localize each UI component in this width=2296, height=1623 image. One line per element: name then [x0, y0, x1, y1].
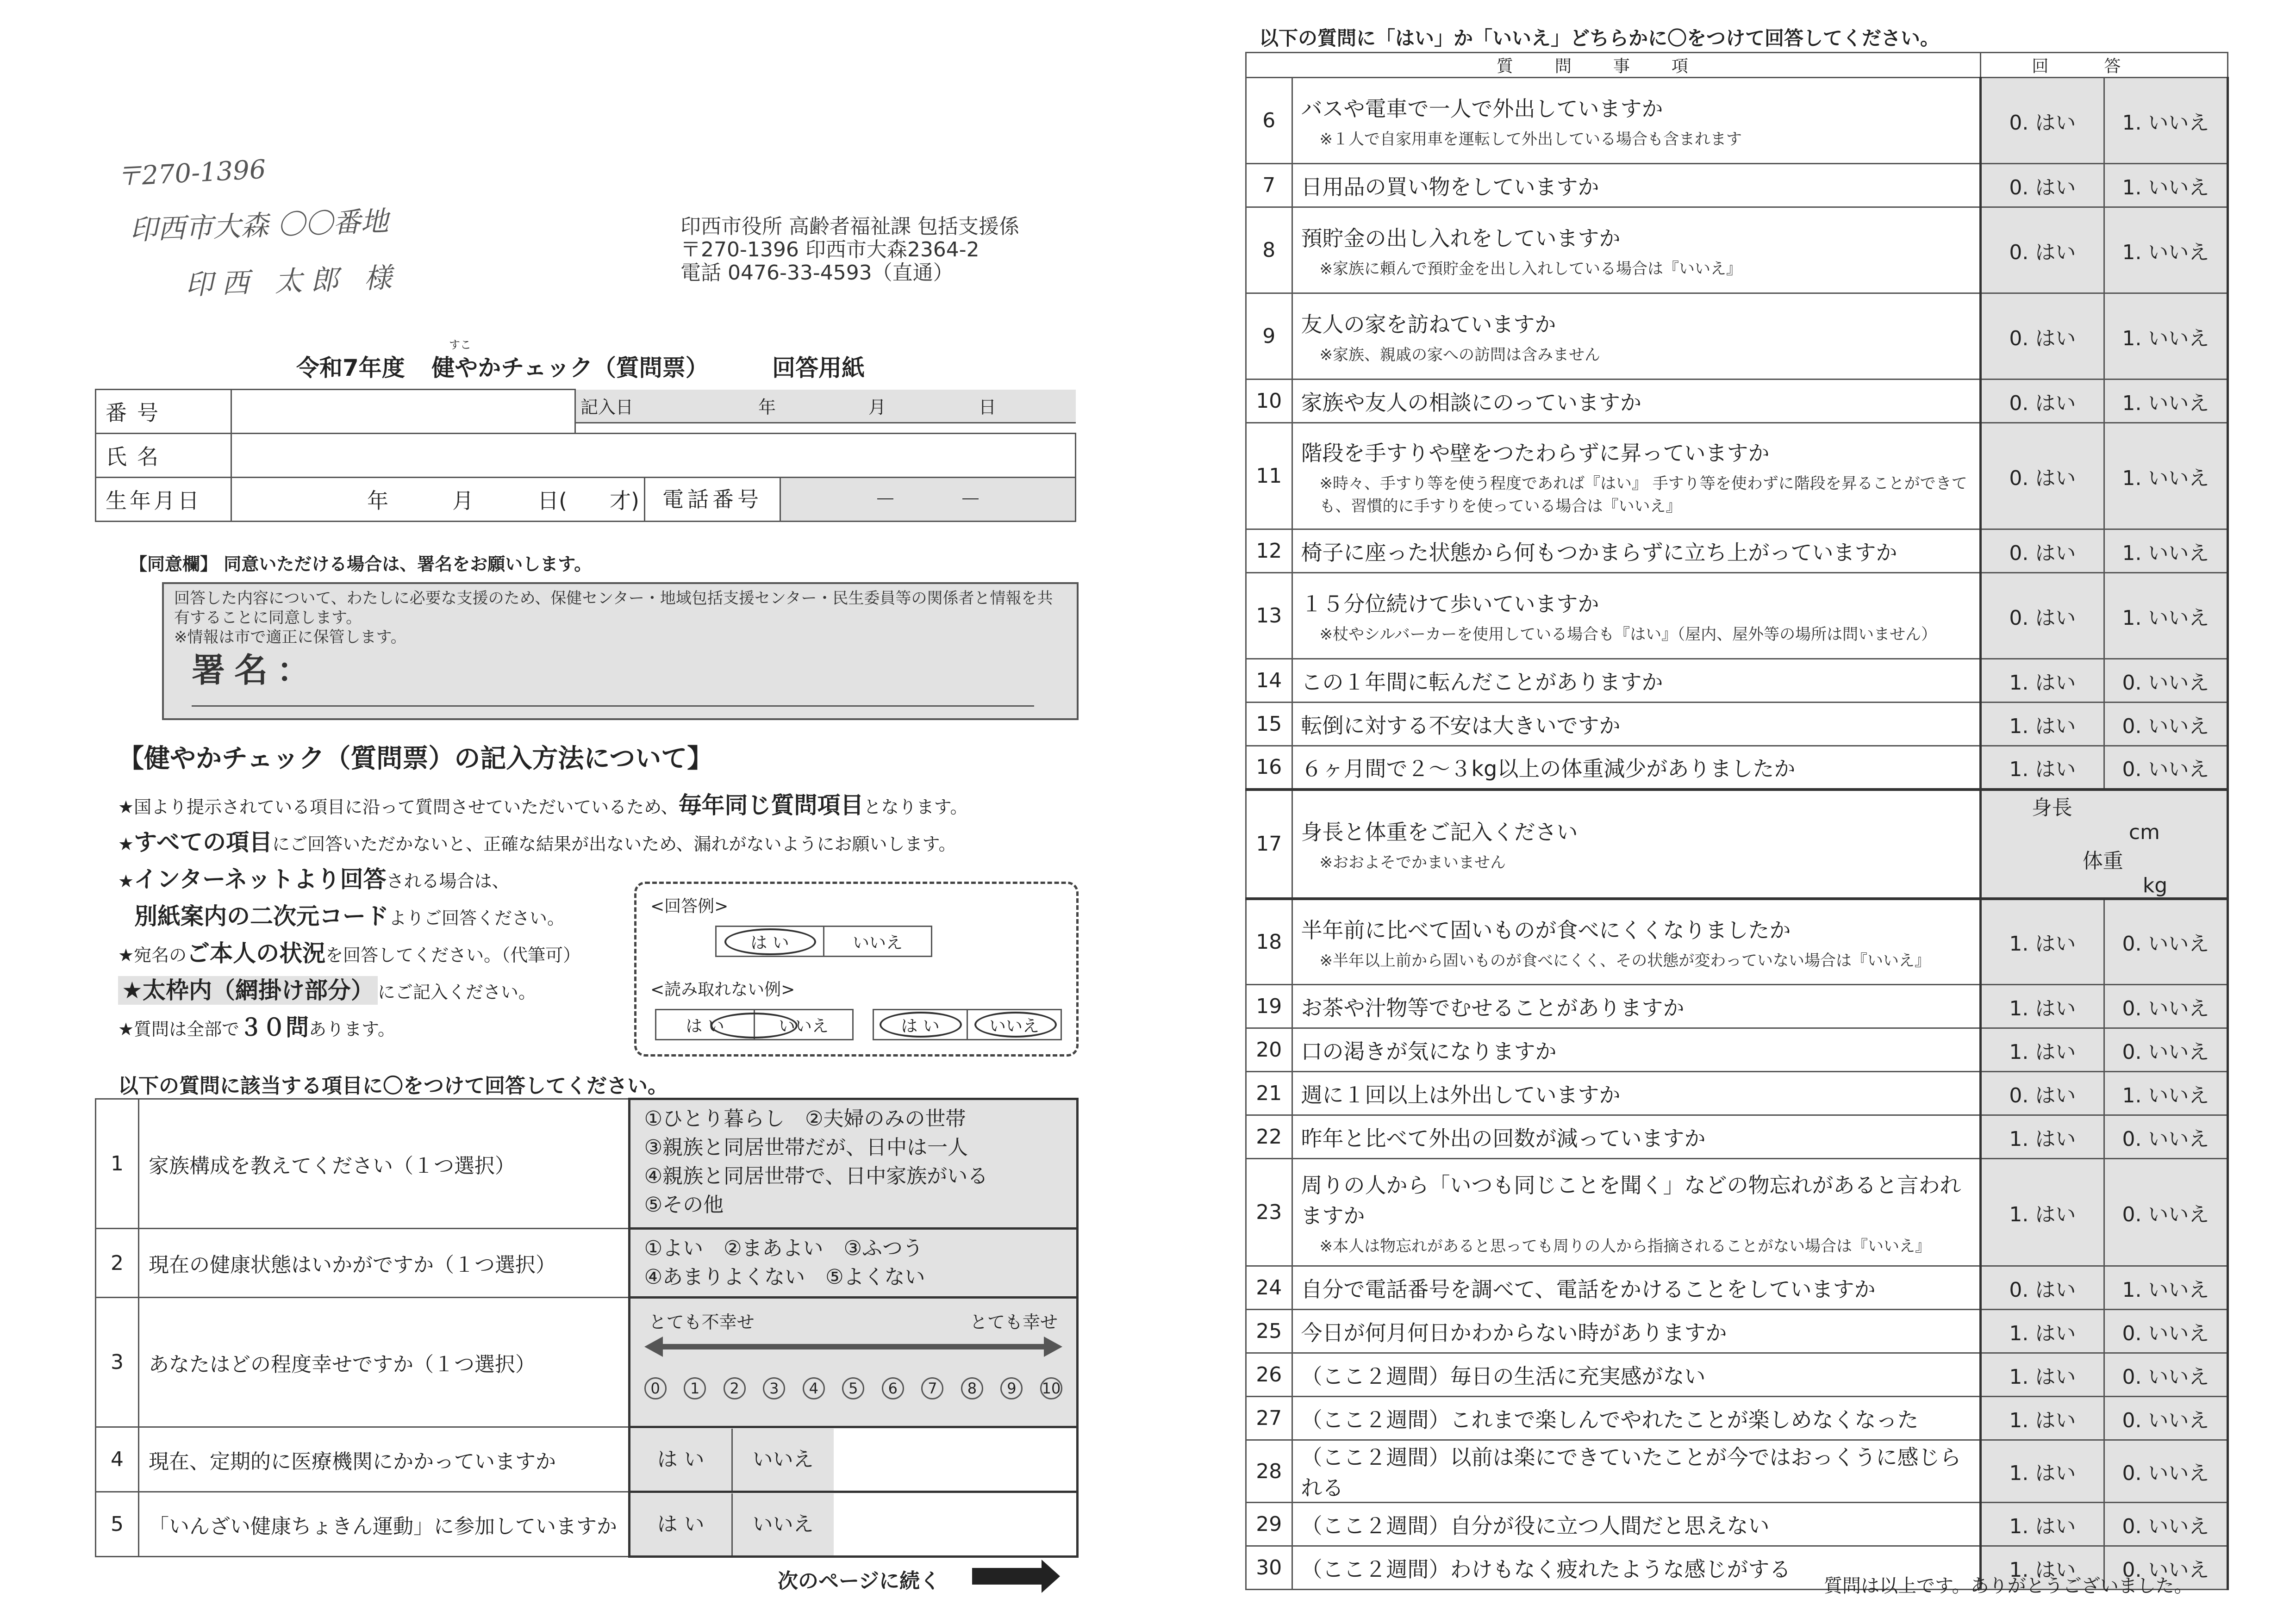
answer-no[interactable]: いいえ — [731, 1429, 834, 1491]
question-text: １５分位続けて歩いていますか — [1301, 591, 1599, 616]
signature-line[interactable] — [192, 705, 1034, 707]
answer-no[interactable]: 0. いいえ — [2104, 1028, 2227, 1072]
scale-arrow — [654, 1344, 1053, 1349]
option-line[interactable]: ①ひとり暮らし ②夫婦のみの世帯 — [644, 1107, 966, 1131]
health-options[interactable] — [629, 1229, 1077, 1298]
question-number: 25 — [1246, 1310, 1292, 1353]
question-number: 10 — [1246, 379, 1292, 423]
question-text: （ここ２週間）これまで楽しんでやれたことが楽しめなくなった — [1301, 1407, 1919, 1432]
scale-option[interactable]: 10 — [1040, 1377, 1062, 1399]
scale-option[interactable]: 6 — [882, 1377, 904, 1399]
signature-label: 署名： — [192, 651, 320, 690]
example-label: <回答例> — [650, 897, 729, 916]
question-row — [1246, 1440, 2228, 1503]
question-text: 「いんざい健康ちょきん運動」に参加していますか — [139, 1492, 630, 1557]
consent-header: 【同意欄】 同意いただける場合は、署名をお願いします。 — [130, 554, 592, 574]
question-row — [96, 1099, 1078, 1229]
option-line[interactable]: ⑤その他 — [644, 1193, 724, 1217]
answer-no[interactable]: 1. いいえ — [2104, 207, 2227, 293]
question-row — [1246, 790, 2228, 899]
answer-yes[interactable]: 1. はい — [1980, 659, 2104, 703]
howto-line-2: ★すべての項目にご回答いただかないと、正確な結果が出ないため、漏れがないようにお願いします。 — [118, 829, 956, 856]
title-sheet: 回答用紙 — [772, 354, 865, 381]
question-number: 27 — [1246, 1397, 1292, 1440]
answer-yes[interactable]: 1. はい — [1980, 1397, 2104, 1440]
example-no: いいえ — [823, 926, 932, 957]
howto-line-6: ★太枠内（網掛け部分） にご記入ください。 — [118, 972, 536, 1005]
answer-yes[interactable]: 0. はい — [1980, 379, 2104, 423]
answer-yes[interactable]: 0. はい — [1980, 207, 2104, 293]
question-row — [1246, 1397, 2228, 1440]
arrow-right-icon — [972, 1568, 1042, 1585]
question-number: 7 — [1246, 164, 1292, 207]
question-text: （ここ２週間）毎日の生活に充実感がない — [1301, 1363, 1706, 1389]
table-header — [1246, 53, 2228, 78]
howto-line-4: 別紙案内の二次元コードよりご回答ください。 — [134, 903, 565, 930]
question-text: あなたはどの程度幸せですか（１つ選択） — [139, 1298, 630, 1427]
answer-no[interactable]: 0. いいえ — [2104, 1159, 2227, 1266]
answer-no[interactable]: 1. いいえ — [2104, 293, 2227, 379]
unreadable-circle — [711, 1013, 798, 1038]
question-text: 週に１回以上は外出していますか — [1301, 1082, 1621, 1107]
unreadable2-circle-yes — [880, 1012, 962, 1038]
unreadable-yes: は い — [655, 1009, 755, 1040]
question-text: 現在の健康状態はいかがですか（１つ選択） — [139, 1229, 630, 1298]
question-text: 家族構成を教えてください（１つ選択） — [139, 1099, 630, 1229]
scale-option[interactable]: 9 — [1000, 1377, 1023, 1399]
phone-label: 電話番号 — [644, 478, 780, 521]
question-row — [1246, 1266, 2228, 1310]
office-phone: 電話 0476-33-4593（直通） — [680, 261, 954, 285]
question-row — [1246, 1353, 2228, 1397]
answer-no[interactable]: 1. いいえ — [2104, 529, 2227, 573]
closing-message: 質問は以上です。ありがとうございました。 — [1824, 1575, 2193, 1597]
question-row — [1246, 78, 2228, 164]
answer-yes[interactable]: 0. はい — [1980, 423, 2104, 529]
answer-no[interactable]: 0. いいえ — [2104, 1546, 2227, 1590]
scale-option[interactable]: 1 — [684, 1377, 706, 1399]
answer-no[interactable]: 1. いいえ — [2104, 423, 2227, 529]
unreadable-label: <読み取れない例> — [650, 980, 795, 999]
scale-option[interactable]: 7 — [921, 1377, 943, 1399]
header-answer: 回答 — [1980, 53, 2227, 78]
howto-line-7: ★質問は全部で３０問あります。 — [118, 1014, 396, 1041]
question-row — [1246, 573, 2228, 659]
consent-box[interactable] — [162, 582, 1079, 720]
answer-yes[interactable]: は い — [630, 1429, 731, 1491]
question-number: 23 — [1246, 1159, 1292, 1266]
answer-yes[interactable]: 1. はい — [1980, 1310, 2104, 1353]
question-text: この１年間に転んだことがありますか — [1301, 669, 1663, 695]
question-text: バスや電車で一人で外出していますか — [1301, 96, 1663, 121]
question-number: 20 — [1246, 1028, 1292, 1072]
unreadable2-no: いいえ — [967, 1009, 1062, 1040]
answer-no[interactable]: いいえ — [731, 1493, 834, 1555]
answer-yes[interactable]: 0. はい — [1980, 573, 2104, 659]
question-note: ※半年以上前から固いものが食べにくく、その状態が変わっていない場合は『いいえ』 — [1319, 951, 1930, 970]
question-text: 椅子に座った状態から何もつかまらずに立ち上がっていますか — [1301, 540, 1897, 565]
question-cell — [1292, 529, 1980, 573]
question-text: 転倒に対する不安は大きいですか — [1301, 713, 1621, 738]
question-row — [1246, 1159, 2228, 1266]
answer-yes[interactable]: は い — [630, 1493, 731, 1555]
question-note: ※本人は物忘れがあると思っても周りの人から指摘されることがない場合は『いいえ』 — [1319, 1237, 1931, 1256]
question-text: 今日が何月何日かわからない時がありますか — [1301, 1320, 1727, 1345]
question-cell — [1292, 1310, 1980, 1353]
answer-no[interactable]: 0. いいえ — [2104, 1503, 2227, 1546]
question-cell — [1292, 1266, 1980, 1310]
address-name: 印西 太郎 様 — [185, 261, 401, 302]
answer-yes[interactable]: 1. はい — [1980, 1028, 2104, 1072]
question-note: ※時々、手すり等を使う程度であれば『はい』 手すり等を使わずに階段を昇ることができても、習慣的に手すりを使っている場合は『いいえ』 — [1319, 474, 1967, 516]
answer-no[interactable]: 1. いいえ — [2104, 379, 2227, 423]
scale-option[interactable]: 3 — [763, 1377, 785, 1399]
answer-no[interactable]: 0. いいえ — [2104, 659, 2227, 703]
option-line[interactable]: ③親族と同居世帯だが、日中は一人 — [644, 1136, 968, 1159]
phone-field[interactable]: － － — [780, 478, 1075, 521]
answer-no[interactable]: 0. いいえ — [2104, 1440, 2227, 1503]
question-number: 26 — [1246, 1353, 1292, 1397]
answer-yes[interactable]: 1. はい — [1980, 703, 2104, 746]
height-weight-field[interactable] — [1980, 790, 2227, 899]
question-number: 13 — [1246, 573, 1292, 659]
answer-yes[interactable]: 1. はい — [1980, 1159, 2104, 1266]
question-cell — [1292, 207, 1980, 293]
question-row — [1246, 207, 2228, 293]
howto-line-3: ★インターネットより回答される場合は、 — [118, 866, 510, 893]
question-cell — [1292, 1353, 1980, 1397]
answer-no[interactable]: 0. いいえ — [2104, 1310, 2227, 1353]
question-row — [1246, 1310, 2228, 1353]
question-row — [1246, 1072, 2228, 1115]
question-number: 2 — [96, 1229, 139, 1298]
answer-yes[interactable]: 0. はい — [1980, 164, 2104, 207]
answer-yes[interactable]: 1. はい — [1980, 899, 2104, 985]
answer-yes[interactable]: 0. はい — [1980, 293, 2104, 379]
question-cell — [1292, 293, 1980, 379]
answer-yes[interactable]: 1. はい — [1980, 1503, 2104, 1546]
info-table — [95, 389, 1076, 522]
consent-text: 回答した内容について、わたしに必要な支援のため、保健センター・地域包括支援センター・民生委員等の関係者と情報を共有することに同意します。 — [174, 589, 1053, 627]
unreadable-no: いいえ — [754, 1009, 854, 1040]
answer-yes[interactable]: 1. はい — [1980, 985, 2104, 1028]
question-text: （ここ２週間）以前は楽にできていたことが今ではおっくうに感じられる — [1301, 1445, 1961, 1500]
question-row — [1246, 1028, 2228, 1072]
scale-option[interactable]: 4 — [803, 1377, 825, 1399]
question-number: 6 — [1246, 78, 1292, 164]
question-number: 18 — [1246, 899, 1292, 985]
question-number: 28 — [1246, 1440, 1292, 1503]
question-text: 口の渇きが気になりますか — [1301, 1038, 1557, 1064]
question-text: 半年前に比べて固いものが食べにくくなりましたか — [1301, 917, 1791, 943]
question-text: 周りの人から「いつも同じことを聞く」などの物忘れがあると言われますか — [1301, 1173, 1961, 1228]
question-row — [96, 1492, 1078, 1557]
question-note: ※１人で自家用車を運転して外出している場合も含まれます — [1319, 130, 1742, 149]
question-number: 22 — [1246, 1115, 1292, 1159]
question-number: 1 — [96, 1099, 139, 1229]
answer-yes[interactable]: 1. はい — [1980, 1546, 2104, 1590]
unreadable2-yes: は い — [873, 1009, 968, 1040]
question-row — [1246, 985, 2228, 1028]
question-text: 預貯金の出し入れをしていますか — [1301, 226, 1621, 251]
question-cell — [1292, 985, 1980, 1028]
question-text: お茶や汁物等でむせることがありますか — [1301, 995, 1685, 1020]
title-year: 令和7年度 — [296, 354, 405, 381]
question-row — [1246, 423, 2228, 529]
answer-no[interactable]: 0. いいえ — [2104, 985, 2227, 1028]
question-row — [1246, 379, 2228, 423]
answer-no[interactable]: 0. いいえ — [2104, 1353, 2227, 1397]
scale-option[interactable]: 8 — [961, 1377, 983, 1399]
scale-numbers — [644, 1377, 1062, 1399]
question-number: 4 — [96, 1427, 139, 1492]
answer-no[interactable]: 1. いいえ — [2104, 1266, 2227, 1310]
question-cell — [1292, 1397, 1980, 1440]
question-cell — [1292, 1440, 1980, 1503]
address-street: 印西市大森 〇〇番地 — [129, 205, 389, 247]
answer-yes[interactable]: 0. はい — [1980, 529, 2104, 573]
question-number: 8 — [1246, 207, 1292, 293]
question-cell — [1292, 164, 1980, 207]
height-label: 身長 — [2031, 796, 2072, 820]
question-text: 自分で電話番号を調べて、電話をかけることをしていますか — [1301, 1276, 1876, 1302]
title-main: 健やかチェック（質問票） — [431, 354, 709, 381]
scale-high-label: とても幸せ — [969, 1312, 1058, 1332]
option-line[interactable]: ①よい ②まあよい ③ふつう — [644, 1237, 923, 1260]
answer-no[interactable]: 1. いいえ — [2104, 573, 2227, 659]
answer-no[interactable]: 0. いいえ — [2104, 746, 2227, 790]
entry-date-year: 年 — [758, 397, 776, 417]
question-cell — [1292, 1028, 1980, 1072]
question-cell — [1292, 790, 1980, 899]
question-cell — [1292, 1115, 1980, 1159]
consent-note: ※情報は市で適正に保管します。 — [174, 628, 406, 647]
question-number: 24 — [1246, 1266, 1292, 1310]
height-unit: cm — [2128, 820, 2160, 844]
answer-yes[interactable]: 1. はい — [1980, 746, 2104, 790]
right-question-table — [1245, 52, 2229, 1590]
weight-label: 体重 — [2082, 849, 2123, 873]
question-row — [1246, 703, 2228, 746]
question-cell — [1292, 78, 1980, 164]
entry-date-month: 月 — [868, 397, 886, 417]
answer-no[interactable]: 0. いいえ — [2104, 703, 2227, 746]
question-cell — [1292, 703, 1980, 746]
entry-date-field[interactable] — [576, 390, 1076, 423]
right-instruction: 以下の質問に「はい」か「いいえ」どちらかに〇をつけて回答してください。 — [1259, 27, 1940, 50]
answer-yes[interactable]: 1. はい — [1980, 1440, 2104, 1503]
question-row — [1246, 899, 2228, 985]
question-text: 友人の家を訪ねていますか — [1301, 312, 1556, 337]
question-note: ※杖やシルバーカーを使用している場合も『はい』（屋内、屋外等の場所は問いません） — [1319, 625, 1937, 644]
question-row — [96, 1298, 1078, 1427]
question-row — [96, 1427, 1078, 1492]
question-row — [1246, 529, 2228, 573]
answer-example-box — [634, 882, 1079, 1057]
option-line[interactable]: ④あまりよくない ⑤よくない — [644, 1265, 925, 1289]
question-number: 12 — [1246, 529, 1292, 573]
question-note: ※家族に頼んで預貯金を出し入れしている場合は『いいえ』 — [1319, 260, 1742, 278]
scale-option[interactable]: 0 — [644, 1377, 667, 1399]
address-zip: 〒270-1396 — [115, 154, 267, 193]
answer-yes[interactable]: 0. はい — [1980, 1266, 2104, 1310]
weight-unit: kg — [2142, 873, 2168, 897]
question-number: 3 — [96, 1298, 139, 1427]
arrow-right-icon — [1044, 1337, 1062, 1357]
name-field[interactable] — [231, 434, 1076, 478]
answer-no[interactable]: 1. いいえ — [2104, 164, 2227, 207]
question-cell — [1292, 899, 1980, 985]
name-label: 氏名 — [96, 434, 231, 478]
question-text: 現在、定期的に医療機関にかかっていますか — [139, 1427, 630, 1492]
question-number: 15 — [1246, 703, 1292, 746]
question-cell — [1292, 379, 1980, 423]
question-cell — [1292, 659, 1980, 703]
answer-no[interactable]: 1. いいえ — [2104, 1072, 2227, 1115]
howto-line-1: ★国より提示されている項目に沿って質問させていただいているため、毎年同じ質問項目となります。 — [118, 792, 968, 819]
left-question-table — [95, 1098, 1079, 1558]
question-text: 家族や友人の相談にのっていますか — [1301, 390, 1642, 415]
answer-yes[interactable]: 1. はい — [1980, 1353, 2104, 1397]
scale-option[interactable]: 5 — [842, 1377, 864, 1399]
question-note: ※家族、親戚の家への訪問は含みません — [1319, 346, 1600, 364]
question-row — [1246, 1115, 2228, 1159]
number-field[interactable] — [231, 390, 575, 434]
answer-yes[interactable]: 1. はい — [1980, 1115, 2104, 1159]
question-text: 昨年と比べて外出の回数が減っていますか — [1301, 1126, 1706, 1151]
question-number: 11 — [1246, 423, 1292, 529]
scale-option[interactable]: 2 — [724, 1377, 746, 1399]
howto-line-5: ★宛名のご本人の状況を回答してください。（代筆可） — [118, 940, 581, 967]
question-number: 9 — [1246, 293, 1292, 379]
title-ruby: すこ — [449, 338, 471, 351]
question-cell — [1292, 1159, 1980, 1266]
birthdate-field[interactable]: 年 月 日( 才) — [367, 488, 639, 513]
form-title — [296, 338, 865, 383]
unreadable2-circle-no — [974, 1012, 1057, 1038]
question-row — [1246, 1503, 2228, 1546]
left-instruction: 以下の質問に該当する項目に〇をつけて回答してください。 — [118, 1074, 668, 1098]
number-label: 番号 — [96, 390, 231, 434]
question-text: ６ヶ月間で２～３kg以上の体重減少がありましたか — [1301, 756, 1796, 781]
answer-yes[interactable]: 0. はい — [1980, 1072, 2104, 1115]
happiness-scale[interactable] — [629, 1298, 1077, 1427]
next-page-label: 次のページに続く — [778, 1569, 941, 1593]
answer-no[interactable]: 0. いいえ — [2104, 899, 2227, 985]
question-text: 身長と体重をご記入ください — [1301, 820, 1578, 845]
scale-low-label: とても不幸せ — [649, 1312, 755, 1332]
question-row — [1246, 293, 2228, 379]
question-number: 16 — [1246, 746, 1292, 790]
office-dept: 印西市役所 高齢者福祉課 包括支援係 — [680, 215, 1019, 238]
question-number: 21 — [1246, 1072, 1292, 1115]
birthdate-label: 生年月日 — [96, 478, 231, 522]
question-note: ※おおよそでかまいません — [1319, 853, 1506, 872]
question-text: （ここ２週間）わけもなく疲れたような感じがする — [1301, 1556, 1791, 1582]
answer-no[interactable]: 0. いいえ — [2104, 1115, 2227, 1159]
office-address: 〒270-1396 印西市大森2364-2 — [680, 238, 980, 261]
question-cell — [1292, 746, 1980, 790]
family-options[interactable] — [629, 1099, 1077, 1229]
question-row — [96, 1229, 1078, 1298]
arrow-left-icon — [644, 1337, 663, 1357]
question-cell — [1292, 1072, 1980, 1115]
office-info — [680, 215, 1019, 285]
example-yes: は い — [715, 926, 824, 957]
howto-header: 【健やかチェック（質問票）の記入方法について】 — [118, 744, 713, 774]
option-line[interactable]: ④親族と同居世帯で、日中家族がいる — [644, 1164, 988, 1188]
question-number: 14 — [1246, 659, 1292, 703]
question-cell — [1292, 573, 1980, 659]
entry-date-label: 記入日 — [580, 397, 634, 417]
question-row — [1246, 659, 2228, 703]
question-text: （ここ２週間）自分が役に立つ人間だと思えない — [1301, 1513, 1770, 1538]
header-question: 質問事項 — [1246, 53, 1981, 78]
question-number: 5 — [96, 1492, 139, 1557]
question-row — [1246, 164, 2228, 207]
entry-date-day: 日 — [979, 397, 997, 417]
question-text: 階段を手すりや壁をつたわらずに昇っていますか — [1301, 440, 1770, 466]
question-row — [1246, 746, 2228, 790]
question-number: 17 — [1246, 790, 1292, 899]
answer-no[interactable]: 1. いいえ — [2104, 78, 2227, 164]
question-text: 日用品の買い物をしていますか — [1301, 174, 1599, 199]
question-number: 29 — [1246, 1503, 1292, 1546]
question-cell — [1292, 423, 1980, 529]
answer-yes[interactable]: 0. はい — [1980, 78, 2104, 164]
question-number: 19 — [1246, 985, 1292, 1028]
question-number: 30 — [1246, 1546, 1292, 1590]
answer-no[interactable]: 0. いいえ — [2104, 1397, 2227, 1440]
example-circle — [724, 928, 816, 955]
question-cell — [1292, 1503, 1980, 1546]
